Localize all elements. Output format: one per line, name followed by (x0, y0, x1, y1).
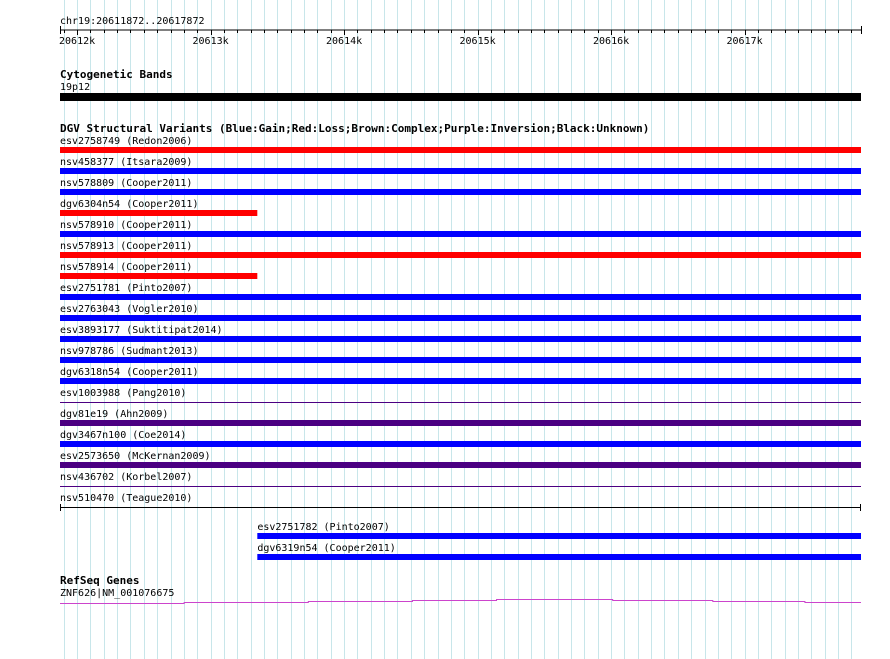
dgv-feature[interactable] (60, 388, 861, 403)
refseq-track (60, 574, 861, 604)
region-label: chr19:20611872..20617872 (60, 16, 205, 27)
dgv-track (60, 122, 861, 560)
cytoband-bar[interactable] (60, 93, 861, 101)
dgv-feature-label: dgv6304n54 (Cooper2011) (60, 199, 199, 210)
dgv-feature-label: dgv6319n54 (Cooper2011) (257, 543, 396, 554)
dgv-feature[interactable] (60, 178, 861, 195)
dgv-feature-label: nsv458377 (Itsara2009) (60, 157, 193, 168)
ruler-tick-label: 20614k (326, 36, 363, 47)
dgv-feature-bar[interactable] (60, 441, 861, 447)
dgv-feature[interactable] (60, 220, 861, 237)
dgv-feature-label: esv2573650 (McKernan2009) (60, 451, 211, 462)
dgv-feature-label: esv2751782 (Pinto2007) (257, 522, 390, 533)
dgv-feature-bar[interactable] (60, 336, 861, 342)
cytoband-label: 19p12 (60, 82, 91, 93)
dgv-feature[interactable] (60, 199, 257, 216)
dgv-feature-label: nsv578809 (Cooper2011) (60, 178, 193, 189)
dgv-feature[interactable] (60, 325, 861, 342)
dgv-feature-bar[interactable] (60, 462, 861, 468)
dgv-feature-bar[interactable] (60, 147, 861, 153)
dgv-feature-label: dgv6318n54 (Cooper2011) (60, 367, 199, 378)
dgv-track-title: DGV Structural Variants (Blue:Gain;Red:Loss;Brown:Complex;Purple:Inversion;Black:Unknown) (60, 122, 650, 135)
dgv-feature-label: esv2763043 (Vogler2010) (60, 304, 199, 315)
dgv-feature-bar[interactable] (257, 554, 861, 560)
dgv-feature-label: nsv978786 (Sudmant2013) (60, 346, 199, 357)
dgv-feature-bar[interactable] (60, 168, 861, 174)
dgv-feature-bar[interactable] (60, 189, 861, 195)
dgv-feature[interactable] (60, 283, 861, 300)
dgv-feature[interactable] (257, 543, 861, 560)
dgv-feature-label: nsv578914 (Cooper2011) (60, 262, 193, 273)
dgv-feature[interactable] (60, 262, 257, 279)
dgv-feature-label: nsv436702 (Korbel2007) (60, 472, 193, 483)
dgv-feature-bar[interactable] (60, 294, 861, 300)
dgv-feature-label: esv1003988 (Pang2010) (60, 388, 187, 399)
refseq-track-title: RefSeq Genes (60, 574, 140, 587)
dgv-feature-bar[interactable] (60, 210, 257, 216)
dgv-feature[interactable] (60, 409, 861, 426)
ruler-track (59, 16, 861, 47)
dgv-feature[interactable] (60, 157, 861, 174)
ruler-tick-label: 20613k (192, 36, 229, 47)
dgv-feature-label: esv2758749 (Redon2006) (60, 136, 193, 147)
dgv-feature-label: nsv578913 (Cooper2011) (60, 241, 193, 252)
dgv-feature-label: dgv3467n100 (Coe2014) (60, 430, 187, 441)
cytoband-track-title: Cytogenetic Bands (60, 68, 173, 81)
dgv-feature-bar[interactable] (60, 231, 861, 237)
dgv-feature-label: esv2751781 (Pinto2007) (60, 283, 193, 294)
dgv-features (60, 136, 861, 560)
ruler-tick-label: 20615k (459, 36, 496, 47)
dgv-feature[interactable] (60, 493, 861, 511)
dgv-feature-bar[interactable] (60, 273, 257, 279)
dgv-feature[interactable] (60, 136, 861, 153)
dgv-feature-bar[interactable] (60, 420, 861, 426)
dgv-feature[interactable] (60, 472, 861, 487)
dgv-feature-label: nsv578910 (Cooper2011) (60, 220, 193, 231)
dgv-feature-label: esv3893177 (Suktitipat2014) (60, 325, 223, 336)
ruler-tick-label: 20612k (59, 36, 96, 47)
dgv-feature[interactable] (60, 367, 861, 384)
dgv-feature-bar[interactable] (257, 533, 861, 539)
dgv-feature[interactable] (60, 430, 861, 447)
dgv-feature-bar[interactable] (60, 315, 861, 321)
ruler-tick-label: 20616k (593, 36, 630, 47)
dgv-feature-bar[interactable] (60, 378, 861, 384)
dgv-feature-bar[interactable] (60, 357, 861, 363)
dgv-feature[interactable] (60, 346, 861, 363)
dgv-feature-label: dgv81e19 (Ahn2009) (60, 409, 169, 420)
ruler-tick-label: 20617k (726, 36, 763, 47)
refseq-gene-label: ZNF626|NM_001076675 (60, 588, 175, 599)
dgv-feature[interactable] (60, 304, 861, 321)
dgv-feature[interactable] (60, 451, 861, 468)
refseq-gene-line[interactable] (60, 600, 861, 604)
cytoband-track (60, 68, 861, 101)
dgv-feature-bar[interactable] (60, 252, 861, 258)
dgv-feature[interactable] (60, 241, 861, 258)
dgv-feature[interactable] (257, 522, 861, 539)
dgv-feature-label: nsv510470 (Teague2010) (60, 493, 193, 504)
ruler-ticks (59, 26, 861, 47)
